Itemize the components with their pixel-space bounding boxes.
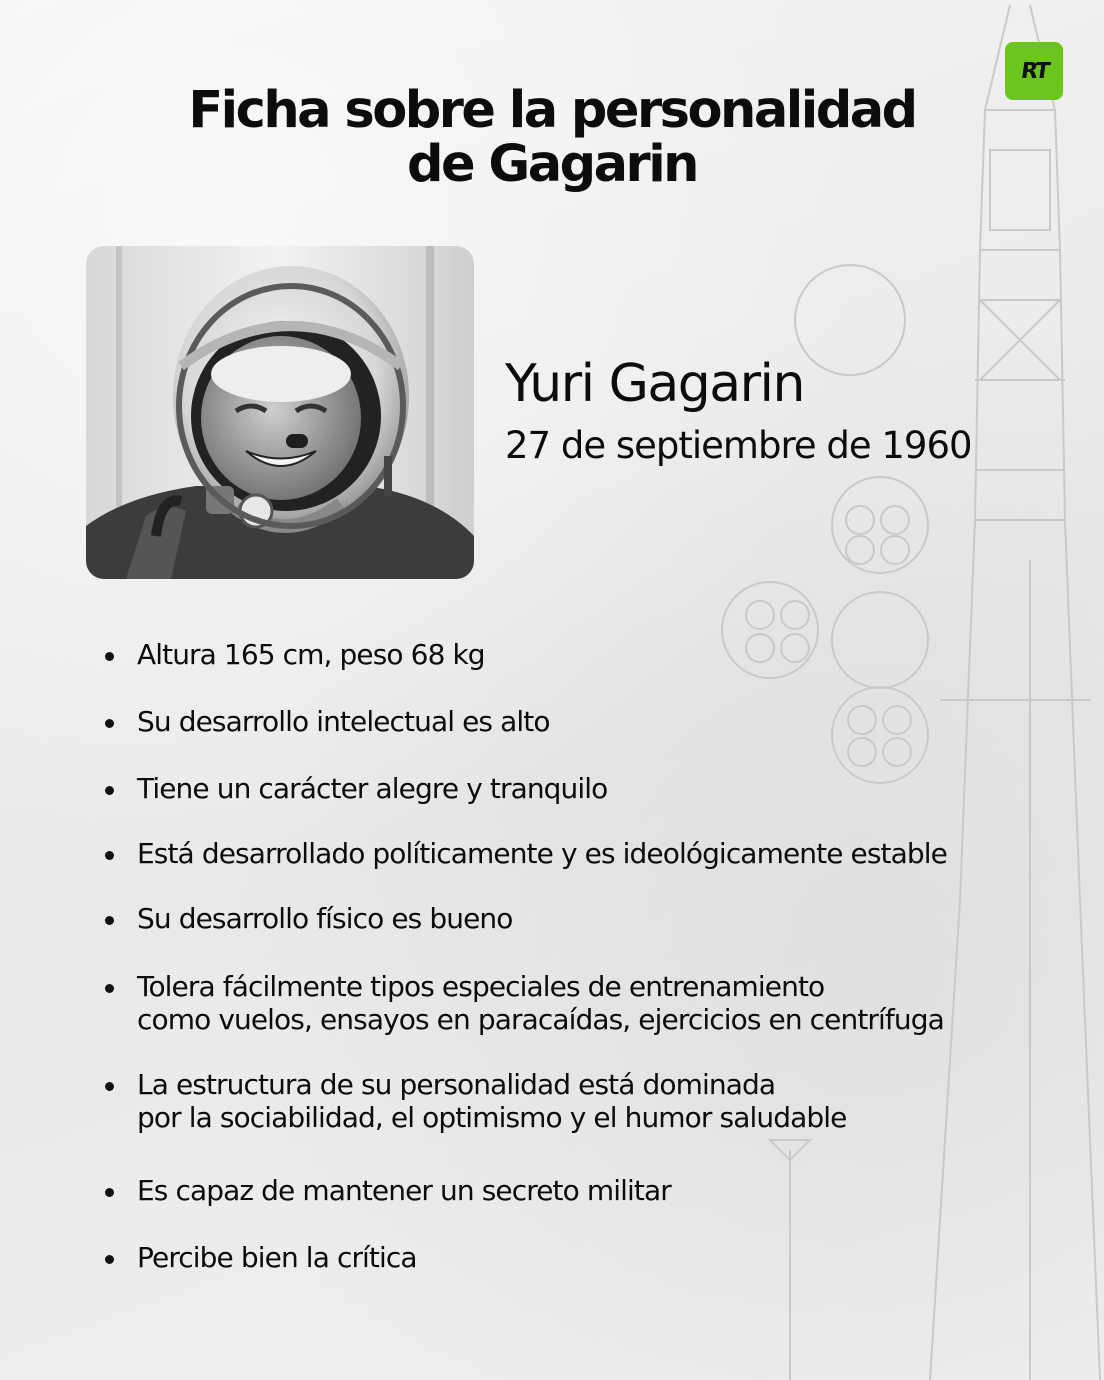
trait-item <box>137 902 512 935</box>
person-name: Yuri Gagarin <box>505 354 804 414</box>
bullet-icon <box>105 1082 114 1091</box>
trait-text-line-2: como vuelos, ensayos en paracaídas, ejercicios en centrífuga <box>137 1003 944 1036</box>
title-line-2: de Gagarin <box>407 135 697 194</box>
trait-text-line-1: La estructura de su personalidad está dominada <box>137 1068 776 1101</box>
bullet-icon <box>105 652 114 661</box>
trait-text: Su desarrollo físico es bueno <box>137 902 513 935</box>
trait-item <box>137 705 550 738</box>
page-title <box>0 81 1104 194</box>
trait-text: Altura 165 cm, peso 68 kg <box>137 638 485 671</box>
trait-text: Está desarrollado políticamente y es ideológicamente estable <box>137 837 947 870</box>
trait-item <box>137 837 947 870</box>
trait-item <box>137 970 944 1036</box>
rt-logo-text: RT <box>1018 58 1050 84</box>
trait-text-line-1: Tolera fácilmente tipos especiales de entrenamiento <box>137 970 825 1003</box>
bullet-icon <box>105 719 114 728</box>
bullet-icon <box>105 984 114 993</box>
gagarin-portrait-photo <box>86 246 474 579</box>
trait-item <box>137 772 607 805</box>
trait-text: Su desarrollo intelectual es alto <box>137 705 550 738</box>
cosmonaut-portrait-image <box>86 246 474 579</box>
trait-item <box>137 1068 846 1134</box>
trait-text-line-2: por la sociabilidad, el optimismo y el humor saludable <box>137 1101 847 1134</box>
bullet-icon <box>105 1255 114 1264</box>
bullet-icon <box>105 916 114 925</box>
trait-text: Tiene un carácter alegre y tranquilo <box>137 772 608 805</box>
bullet-icon <box>105 1188 114 1197</box>
title-line-1: Ficha sobre la personalidad <box>188 81 916 140</box>
trait-text: Percibe bien la crítica <box>137 1241 417 1274</box>
trait-item <box>137 1174 671 1207</box>
trait-item <box>137 1241 417 1274</box>
bullet-icon <box>105 786 114 795</box>
trait-text: Es capaz de mantener un secreto militar <box>137 1174 671 1207</box>
trait-item <box>137 638 485 671</box>
bullet-icon <box>105 851 114 860</box>
person-date: 27 de septiembre de 1960 <box>505 424 972 467</box>
